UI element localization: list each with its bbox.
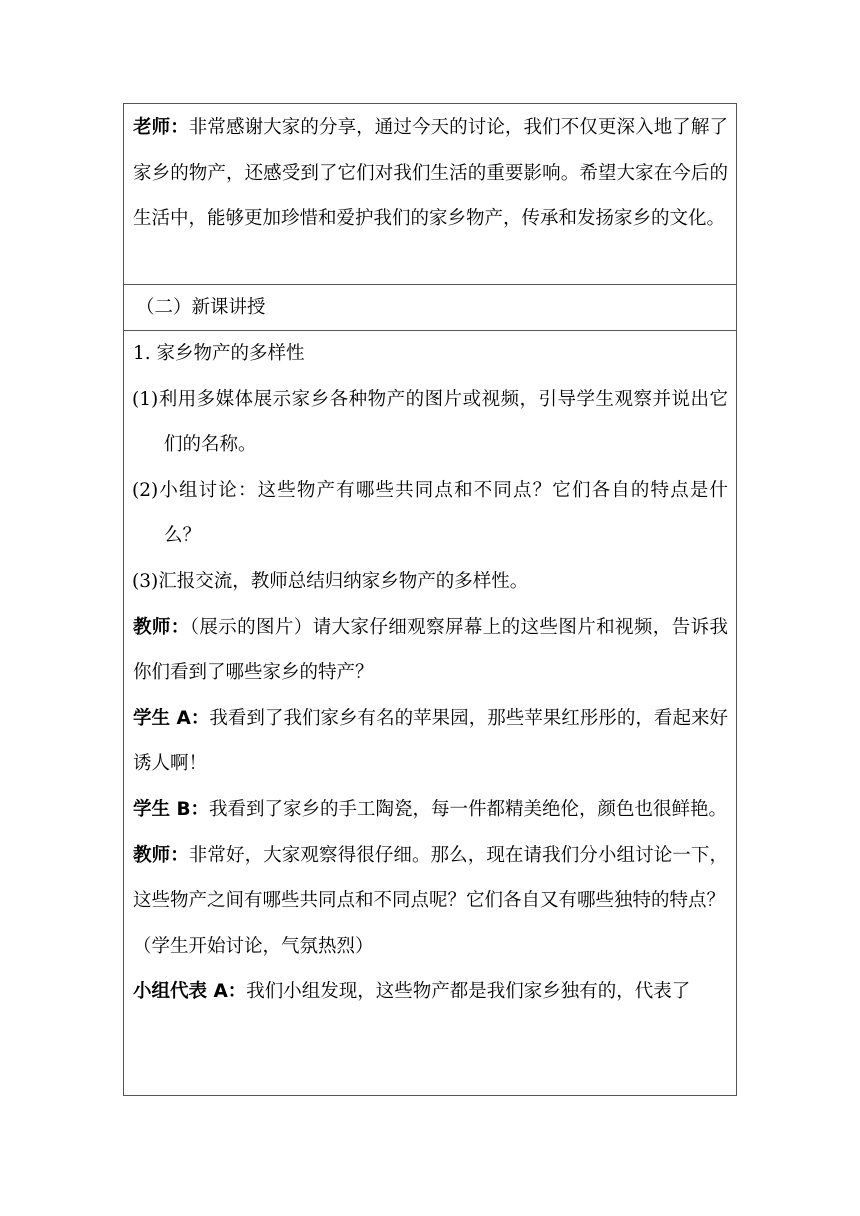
- teacher-summary-paragraph: [124, 104, 736, 242]
- speaker-label: 学生 B：: [133, 798, 210, 820]
- dialogue-line: [124, 605, 736, 696]
- subsection-heading: 1. 家乡物产的多样性: [133, 343, 305, 364]
- lesson-table: [123, 103, 737, 1096]
- section-title-cell: [124, 285, 736, 331]
- dialogue-text: 我看到了家乡的手工陶瓷，每一件都精美绝伦，颜色也很鲜艳。: [209, 798, 728, 820]
- stage-note: （学生开始讨论，气氛热烈）: [133, 935, 374, 957]
- section-title: （二）新课讲授: [136, 297, 266, 318]
- lesson-content-cell: [124, 331, 736, 1095]
- speaker-label: 老师：: [133, 117, 189, 138]
- dialogue-line: [124, 696, 736, 787]
- dialogue-line: [124, 833, 736, 924]
- speaker-label: 小组代表 A：: [133, 981, 247, 1003]
- dialogue-text: 我们小组发现，这些物产都是我们家乡独有的，代表了: [246, 981, 691, 1003]
- dialogue-text: （展示的图片）请大家仔细观察屏幕上的这些图片和视频，告诉我你们看到了哪些家乡的特产？: [133, 616, 728, 684]
- teacher-summary-cell: [124, 104, 736, 285]
- paragraph-text: 非常感谢大家的分享，通过今天的讨论，我们不仅更深入地了解了家乡的物产，还感受到了它们对我们生活的重要影响。希望大家在今后的生活中，能够更加珍惜和爱护我们的家乡物产，传承和发扬家乡的文化。: [133, 117, 728, 230]
- dialogue-line: [124, 787, 736, 833]
- speaker-label: 教师：: [133, 844, 189, 866]
- speaker-label: 学生 A：: [133, 707, 210, 729]
- list-item: (3)汇报交流，教师总结归纳家乡物产的多样性。: [132, 570, 529, 592]
- list-item: (1)利用多媒体展示家乡各种物产的图片或视频，引导学生观察并说出它们的名称。: [132, 388, 728, 456]
- dialogue-text: 非常好，大家观察得很仔细。那么，现在请我们分小组讨论一下，这些物产之间有哪些共同点和不同点呢？它们各自又有哪些独特的特点？: [133, 844, 728, 912]
- list-item: (2)小组讨论：这些物产有哪些共同点和不同点？它们各自的特点是什么？: [132, 479, 728, 547]
- dialogue-text: 我看到了我们家乡有名的苹果园，那些苹果红彤彤的，看起来好诱人啊！: [133, 707, 728, 775]
- dialogue-line: [124, 969, 736, 1015]
- speaker-label: 教师：: [133, 616, 190, 638]
